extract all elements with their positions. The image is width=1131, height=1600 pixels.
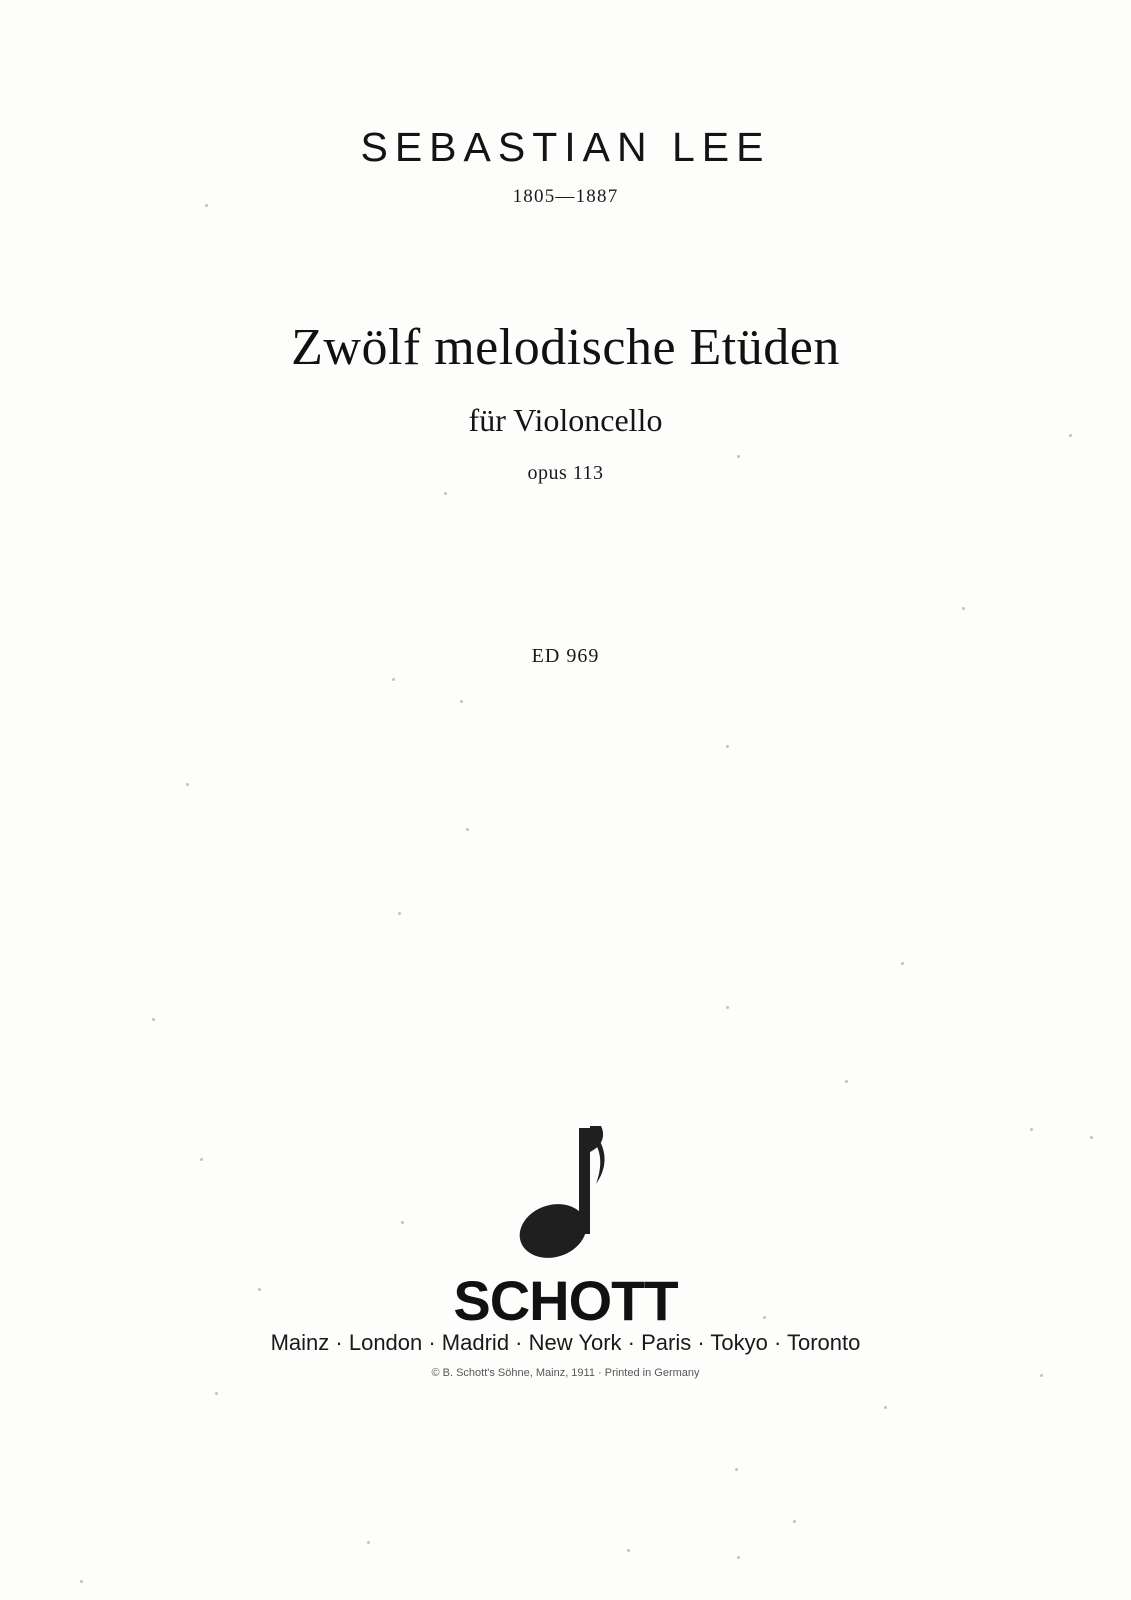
scan-speckle: [737, 455, 740, 458]
scan-speckle: [627, 1549, 630, 1552]
scan-speckle: [444, 492, 447, 495]
publisher-name: SCHOTT: [453, 1269, 678, 1332]
composer-name: SEBASTIAN LEE: [360, 124, 771, 170]
scan-speckle: [152, 1018, 155, 1021]
scan-speckle: [460, 700, 463, 703]
opus-number: opus 113: [527, 462, 604, 484]
eighth-note-icon: [506, 1118, 626, 1268]
scan-speckle: [726, 1006, 729, 1009]
page-title: Zwölf melodische Etüden: [291, 319, 840, 376]
copyright-line: © B. Schott's Söhne, Mainz, 1911 · Printed in Germany: [431, 1367, 700, 1379]
publisher-cities: Mainz · London · Madrid · New York · Paris · Tokyo · Toronto: [270, 1330, 861, 1355]
scan-speckle: [884, 1406, 887, 1409]
scan-speckle: [735, 1468, 738, 1471]
publisher-logo: [0, 1118, 1131, 1268]
scan-speckle: [392, 678, 395, 681]
scan-speckle: [845, 1080, 848, 1083]
instrumentation-subtitle: für Violoncello: [468, 402, 663, 438]
scan-speckle: [962, 607, 965, 610]
scan-speckle: [367, 1541, 370, 1544]
edition-number: ED 969: [531, 645, 600, 667]
scan-speckle: [466, 828, 469, 831]
scan-speckle: [901, 962, 904, 965]
scan-speckle: [215, 1392, 218, 1395]
scan-speckle: [80, 1580, 83, 1583]
composer-dates: 1805—1887: [512, 186, 619, 207]
scan-speckle: [398, 912, 401, 915]
scan-speckle: [793, 1520, 796, 1523]
scan-speckle: [186, 783, 189, 786]
scan-speckle: [737, 1556, 740, 1559]
scan-speckle: [726, 745, 729, 748]
